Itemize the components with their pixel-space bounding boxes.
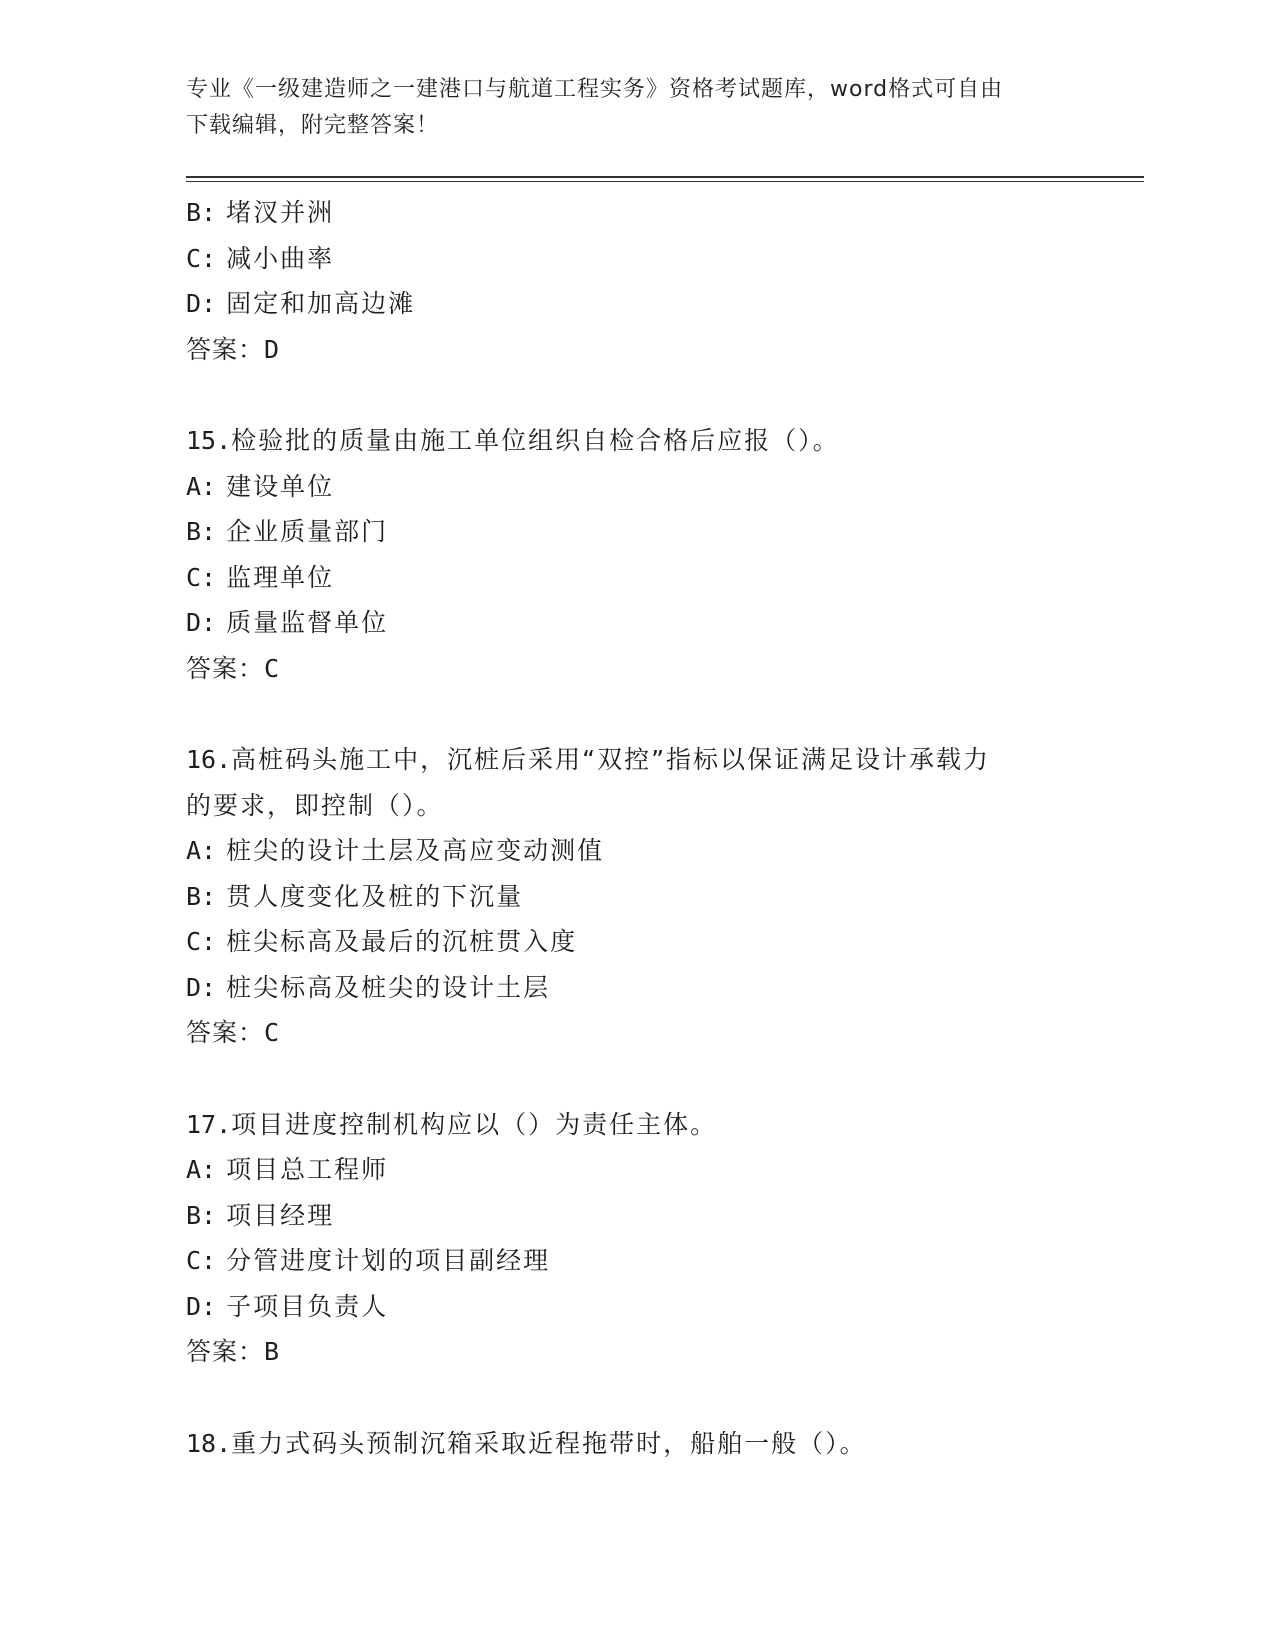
option-text: 堵汊并洲 <box>226 198 335 227</box>
option-text: 固定和加高边滩 <box>226 289 416 318</box>
option-letter: B: <box>186 517 217 546</box>
answer-label: 答案： <box>186 334 265 364</box>
option-letter: C: <box>186 927 217 956</box>
header-line-1: 专业《一级建造师之一建港口与航道工程实务》资格考试题库，word格式可自由 <box>186 77 1004 102</box>
answer-line <box>186 327 1086 373</box>
option-c <box>186 555 1086 601</box>
option-b <box>186 190 1086 236</box>
option-text: 减小曲率 <box>226 243 335 273</box>
question-stem <box>186 1102 1086 1148</box>
option-letter: C: <box>186 562 217 592</box>
header-rule-thin <box>186 181 1144 182</box>
option-letter: A: <box>186 471 217 501</box>
question-stem-text: 高桩码头施工中，沉桩后采用“双控”指标以保证满足设计承载力 <box>231 745 991 774</box>
option-letter: B: <box>186 1200 217 1230</box>
question-stem-text: 检验批的质量由施工单位组织自检合格后应报（）。 <box>231 426 840 455</box>
question-list <box>186 190 1086 1466</box>
question-15 <box>186 418 1086 691</box>
option-c <box>186 236 1086 282</box>
question-number: 15. <box>186 426 232 455</box>
answer-label: 答案： <box>186 1337 265 1366</box>
question-stem-text: 项目进度控制机构应以（）为责任主体。 <box>231 1109 718 1139</box>
option-letter: A: <box>186 1155 217 1184</box>
question-16 <box>186 737 1086 1056</box>
header-line-2: 下载编辑，附完整答案！ <box>186 113 440 138</box>
answer-value: B <box>264 1337 280 1366</box>
option-letter: D: <box>186 289 217 318</box>
answer-label: 答案： <box>186 1018 265 1047</box>
option-b <box>186 874 1086 920</box>
option-letter: D: <box>186 608 217 637</box>
question-stem <box>186 737 1086 783</box>
document-header <box>186 72 1066 144</box>
option-text: 建设单位 <box>226 471 335 501</box>
header-rule-thick <box>186 176 1144 178</box>
option-b <box>186 1193 1086 1239</box>
option-text: 贯人度变化及桩的下沉量 <box>226 881 524 911</box>
option-text: 桩尖的设计土层及高应变动测值 <box>226 836 605 865</box>
option-a <box>186 828 1086 874</box>
question-18 <box>186 1421 1086 1467</box>
option-a <box>186 464 1086 510</box>
option-d <box>186 281 1086 327</box>
option-text: 监理单位 <box>226 562 335 592</box>
option-letter: B: <box>186 881 217 911</box>
option-letter: C: <box>186 243 217 273</box>
answer-line <box>186 646 1086 692</box>
question-stem <box>186 418 1086 464</box>
option-d <box>186 600 1086 646</box>
question-stem <box>186 1421 1086 1467</box>
answer-label: 答案： <box>186 653 265 683</box>
option-letter: D: <box>186 1291 217 1321</box>
option-letter: B: <box>186 198 217 227</box>
option-text: 质量监督单位 <box>226 608 389 637</box>
option-text: 分管进度计划的项目副经理 <box>226 1246 551 1275</box>
option-letter: C: <box>186 1246 217 1275</box>
option-letter: A: <box>186 836 217 865</box>
option-text: 子项目负责人 <box>226 1291 389 1321</box>
option-text: 项目总工程师 <box>226 1155 389 1184</box>
question-stem-text: 重力式码头预制沉箱采取近程拖带时，船舶一般（）。 <box>231 1428 867 1458</box>
question-number: 17. <box>186 1109 232 1139</box>
option-c <box>186 1238 1086 1284</box>
question-17 <box>186 1102 1086 1375</box>
question-stem-continued: 的要求，即控制（）。 <box>186 790 444 820</box>
option-text: 企业质量部门 <box>226 517 389 546</box>
answer-value: C <box>264 1018 280 1047</box>
question-number: 18. <box>186 1428 232 1458</box>
answer-value: C <box>264 653 280 683</box>
option-c <box>186 919 1086 965</box>
option-d <box>186 965 1086 1011</box>
partial-question <box>186 190 1086 372</box>
answer-line <box>186 1010 1086 1056</box>
option-text: 项目经理 <box>226 1200 335 1230</box>
option-letter: D: <box>186 972 217 1002</box>
answer-line <box>186 1329 1086 1375</box>
question-number: 16. <box>186 745 232 774</box>
option-b <box>186 509 1086 555</box>
option-d <box>186 1284 1086 1330</box>
option-text: 桩尖标高及桩尖的设计土层 <box>226 972 551 1002</box>
answer-value: D <box>264 334 280 364</box>
option-text: 桩尖标高及最后的沉桩贯入度 <box>226 927 578 956</box>
option-a <box>186 1147 1086 1193</box>
